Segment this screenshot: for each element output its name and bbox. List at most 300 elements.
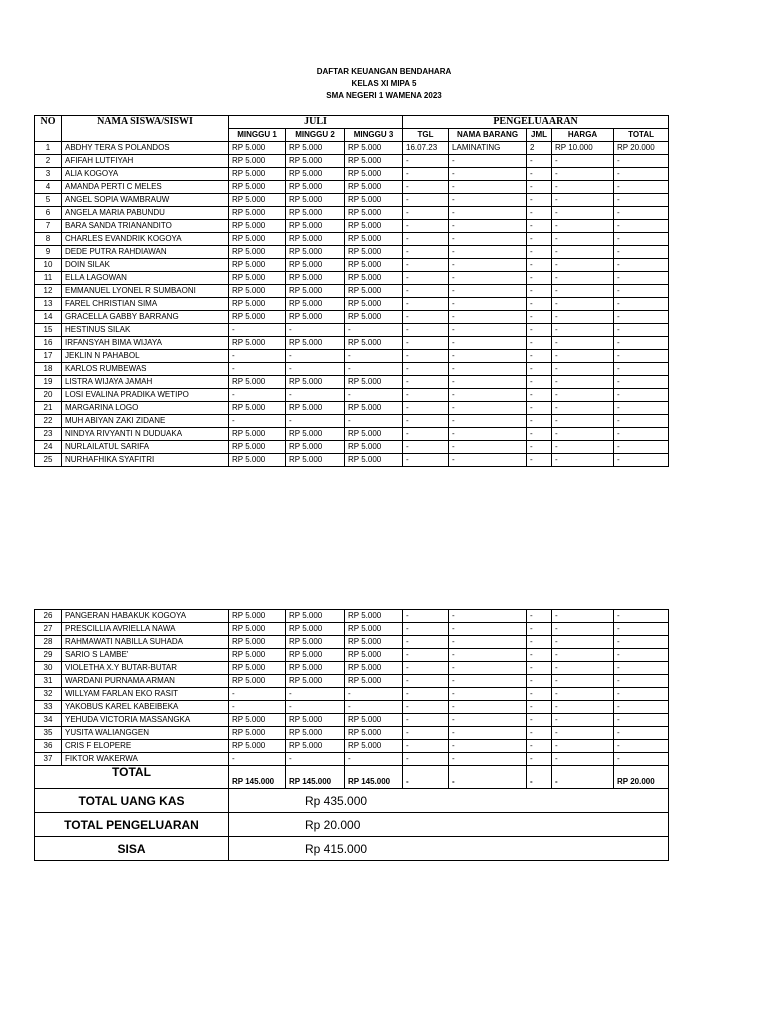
cell-harga: - [552,155,614,168]
total-minggu-1: RP 145.000 [229,766,286,789]
cell-no: 34 [35,714,62,727]
cell-nama-barang: - [449,246,527,259]
cell-nama-barang: - [449,207,527,220]
cell-minggu-3: RP 5.000 [345,337,403,350]
cell-tgl: - [403,714,449,727]
cell-jml: - [527,363,552,376]
cell-jml: - [527,207,552,220]
cell-jml: - [527,428,552,441]
cell-jml: - [527,181,552,194]
cell-minggu-1: RP 5.000 [229,337,286,350]
cell-nama: CRIS F ELOPERE [62,740,229,753]
cell-nama-barang: - [449,389,527,402]
cell-minggu-1: RP 5.000 [229,298,286,311]
cell-nama: SARIO S LAMBE' [62,649,229,662]
cell-minggu-2: RP 5.000 [286,402,345,415]
cell-nama-barang: LAMINATING [449,142,527,155]
cell-tgl: - [403,181,449,194]
summary-label: TOTAL PENGELUARAN [35,813,229,837]
cell-nama-barang: - [449,233,527,246]
cell-no: 9 [35,246,62,259]
cell-minggu-3: RP 5.000 [345,454,403,467]
cell-harga: - [552,181,614,194]
cell-jml: - [527,168,552,181]
cell-minggu-2: RP 5.000 [286,285,345,298]
cell-minggu-2: RP 5.000 [286,623,345,636]
cell-total: - [614,298,669,311]
cell-minggu-1: RP 5.000 [229,376,286,389]
table-row [35,285,669,298]
table-row [35,688,669,701]
cell-minggu-3: - [345,688,403,701]
cell-no: 35 [35,727,62,740]
cell-nama-barang: - [449,441,527,454]
title-line-1: DAFTAR KEUANGAN BENDAHARA [316,67,452,76]
cell-nama: WARDANI PURNAMA ARMAN [62,675,229,688]
table-row [35,714,669,727]
table-row [35,233,669,246]
cell-jml: - [527,688,552,701]
cell-jml: - [527,701,552,714]
cell-minggu-2: - [286,389,345,402]
cell-minggu-3: RP 5.000 [345,402,403,415]
cell-harga: - [552,207,614,220]
cell-minggu-3: RP 5.000 [345,649,403,662]
cell-harga: - [552,753,614,766]
cell-tgl: - [403,727,449,740]
cell-minggu-2: RP 5.000 [286,259,345,272]
header-jml: JML [527,129,552,142]
cell-harga: - [552,441,614,454]
table-row [35,701,669,714]
cell-minggu-2: RP 5.000 [286,181,345,194]
cell-jml: - [527,220,552,233]
cell-nama: ANGELA MARIA PABUNDU [62,207,229,220]
cell-minggu-3: RP 5.000 [345,311,403,324]
table-row [35,454,669,467]
cell-minggu-1: RP 5.000 [229,662,286,675]
cell-minggu-1: - [229,688,286,701]
cell-no: 8 [35,233,62,246]
cell-tgl: - [403,454,449,467]
cell-nama-barang: - [449,350,527,363]
cell-minggu-2: RP 5.000 [286,220,345,233]
cell-nama-barang: - [449,415,527,428]
cell-nama: JEKLIN N PAHABOL [62,350,229,363]
cell-jml: - [527,415,552,428]
cell-tgl: - [403,220,449,233]
document-title [0,66,768,102]
cell-minggu-1: RP 5.000 [229,714,286,727]
cell-total: - [614,402,669,415]
title-line-3: SMA NEGERI 1 WAMENA 2023 [326,91,442,100]
cell-total: - [614,753,669,766]
cell-minggu-2: RP 5.000 [286,454,345,467]
cell-minggu-1: - [229,753,286,766]
cell-tgl: - [403,168,449,181]
header-nama-barang: NAMA BARANG [449,129,527,142]
table-row [35,753,669,766]
table-row [35,337,669,350]
cell-no: 18 [35,363,62,376]
cell-minggu-2: RP 5.000 [286,675,345,688]
cell-tgl: - [403,662,449,675]
cell-no: 10 [35,259,62,272]
total-label: TOTAL [35,766,229,789]
cell-minggu-1: RP 5.000 [229,727,286,740]
cell-jml: - [527,753,552,766]
cell-nama: NURHAFHIKA SYAFITRI [62,454,229,467]
cell-minggu-3: RP 5.000 [345,727,403,740]
cell-nama-barang: - [449,701,527,714]
cell-minggu-3: RP 5.000 [345,246,403,259]
cell-no: 17 [35,350,62,363]
cell-minggu-2: - [286,324,345,337]
cell-nama: DEDE PUTRA RAHDIAWAN [62,246,229,259]
cell-nama: NINDYA RIVYANTI N DUDUAKA [62,428,229,441]
cell-minggu-1: - [229,324,286,337]
cell-no: 1 [35,142,62,155]
cell-minggu-2: RP 5.000 [286,376,345,389]
cell-total: - [614,623,669,636]
cell-harga: - [552,337,614,350]
cell-minggu-3: - [345,350,403,363]
cell-total: - [614,220,669,233]
cell-jml: - [527,727,552,740]
table-row [35,389,669,402]
cell-minggu-2: RP 5.000 [286,194,345,207]
cell-jml: - [527,350,552,363]
cell-nama-barang: - [449,181,527,194]
cell-nama: AFIFAH LUTFIYAH [62,155,229,168]
total-jml: - [527,766,552,789]
cell-total: - [614,428,669,441]
cell-nama: PRESCILLIA AVRIELLA NAWA [62,623,229,636]
cell-total: - [614,454,669,467]
cell-minggu-1: RP 5.000 [229,740,286,753]
cell-jml: - [527,402,552,415]
cell-tgl: - [403,155,449,168]
cell-jml: - [527,662,552,675]
total-minggu-2: RP 145.000 [286,766,345,789]
cell-no: 21 [35,402,62,415]
cell-no: 3 [35,168,62,181]
cell-nama: CHARLES EVANDRIK KOGOYA [62,233,229,246]
cell-jml: 2 [527,142,552,155]
cell-tgl: - [403,233,449,246]
cell-jml: - [527,610,552,623]
cell-minggu-1: RP 5.000 [229,441,286,454]
cell-nama-barang: - [449,168,527,181]
cell-tgl: - [403,415,449,428]
cell-minggu-2: - [286,701,345,714]
cell-nama-barang: - [449,714,527,727]
cell-minggu-3: RP 5.000 [345,714,403,727]
cell-jml: - [527,636,552,649]
cell-harga: - [552,311,614,324]
total-nama-barang: - [449,766,527,789]
cell-minggu-3: RP 5.000 [345,428,403,441]
cell-tgl: - [403,285,449,298]
cell-minggu-2: RP 5.000 [286,428,345,441]
table-row [35,142,669,155]
cell-minggu-3: - [345,701,403,714]
cell-minggu-1: RP 5.000 [229,155,286,168]
cell-tgl: - [403,701,449,714]
table-row [35,311,669,324]
cell-minggu-2: RP 5.000 [286,636,345,649]
cell-tgl: - [403,259,449,272]
cell-nama-barang: - [449,155,527,168]
cell-tgl: 16.07.23 [403,142,449,155]
summary-value: Rp 415.000 [229,837,669,861]
cell-no: 6 [35,207,62,220]
cell-minggu-3: RP 5.000 [345,233,403,246]
cell-minggu-3: RP 5.000 [345,272,403,285]
table-row [35,675,669,688]
cell-minggu-2: RP 5.000 [286,233,345,246]
cell-minggu-1: RP 5.000 [229,194,286,207]
cell-total: - [614,610,669,623]
cell-minggu-2: RP 5.000 [286,662,345,675]
cell-harga: - [552,688,614,701]
cell-total: - [614,285,669,298]
cell-minggu-3: RP 5.000 [345,298,403,311]
table-row [35,324,669,337]
cell-nama-barang: - [449,428,527,441]
table-row [35,428,669,441]
cell-harga: - [552,220,614,233]
cell-tgl: - [403,649,449,662]
cell-minggu-2: RP 5.000 [286,610,345,623]
cell-minggu-3: - [345,324,403,337]
cell-harga: - [552,194,614,207]
total-pengeluaran: RP 20.000 [614,766,669,789]
cell-no: 27 [35,623,62,636]
cell-harga: - [552,272,614,285]
cell-minggu-2: - [286,363,345,376]
cell-no: 25 [35,454,62,467]
cell-minggu-2: RP 5.000 [286,740,345,753]
summary-label: SISA [35,837,229,861]
cell-total: - [614,636,669,649]
cell-total: - [614,415,669,428]
cell-minggu-2: RP 5.000 [286,207,345,220]
cell-minggu-3: - [345,363,403,376]
cell-no: 5 [35,194,62,207]
cell-no: 36 [35,740,62,753]
cell-tgl: - [403,337,449,350]
cell-no: 16 [35,337,62,350]
header-harga: HARGA [552,129,614,142]
cell-no: 19 [35,376,62,389]
table-row [35,194,669,207]
cell-harga: - [552,675,614,688]
summary-row-sisa [35,837,669,861]
cell-jml: - [527,454,552,467]
cell-minggu-3: RP 5.000 [345,207,403,220]
cell-no: 23 [35,428,62,441]
cell-nama-barang: - [449,662,527,675]
cell-harga: - [552,259,614,272]
cell-minggu-2: RP 5.000 [286,298,345,311]
cell-jml: - [527,246,552,259]
cell-tgl: - [403,363,449,376]
cell-total: - [614,363,669,376]
cell-minggu-3: RP 5.000 [345,675,403,688]
summary-row-uang-kas [35,789,669,813]
table-row [35,363,669,376]
cell-nama: NURLAILATUL SARIFA [62,441,229,454]
cell-jml: - [527,714,552,727]
cell-nama: ELLA LAGOWAN [62,272,229,285]
cell-total: - [614,441,669,454]
total-tgl: - [403,766,449,789]
cell-tgl: - [403,376,449,389]
cell-nama-barang: - [449,337,527,350]
cell-tgl: - [403,740,449,753]
cell-no: 14 [35,311,62,324]
cell-tgl: - [403,428,449,441]
table-row [35,272,669,285]
cell-no: 22 [35,415,62,428]
header-juli: JULI [229,116,403,129]
cell-nama-barang: - [449,623,527,636]
cell-total: - [614,350,669,363]
cell-nama: MUH ABIYAN ZAKI ZIDANE [62,415,229,428]
cell-tgl: - [403,688,449,701]
cell-minggu-1: - [229,415,286,428]
cell-harga: RP 10.000 [552,142,614,155]
cell-nama: DOIN SILAK [62,259,229,272]
cell-jml: - [527,194,552,207]
cell-nama-barang: - [449,324,527,337]
cell-tgl: - [403,389,449,402]
cell-harga: - [552,363,614,376]
cell-no: 12 [35,285,62,298]
header-total: TOTAL [614,129,669,142]
cell-nama: ABDHY TERA S POLANDOS [62,142,229,155]
cell-tgl: - [403,753,449,766]
cell-nama: YEHUDA VICTORIA MASSANGKA [62,714,229,727]
cell-jml: - [527,441,552,454]
cell-total: - [614,675,669,688]
cell-minggu-2: RP 5.000 [286,649,345,662]
table-row [35,662,669,675]
cell-harga: - [552,376,614,389]
cell-minggu-1: - [229,350,286,363]
cell-harga: - [552,350,614,363]
cell-total: - [614,311,669,324]
summary-label: TOTAL UANG KAS [35,789,229,813]
finance-table-part-1 [34,115,669,467]
cell-tgl: - [403,298,449,311]
cell-no: 33 [35,701,62,714]
table-row [35,727,669,740]
cell-nama: ANGEL SOPIA WAMBRAUW [62,194,229,207]
cell-nama: AMANDA PERTI C MELES [62,181,229,194]
cell-no: 30 [35,662,62,675]
table-row [35,649,669,662]
cell-harga: - [552,727,614,740]
cell-tgl: - [403,272,449,285]
cell-nama-barang: - [449,298,527,311]
cell-harga: - [552,324,614,337]
cell-no: 29 [35,649,62,662]
table-row [35,168,669,181]
cell-minggu-2: - [286,415,345,428]
cell-total: - [614,194,669,207]
cell-minggu-1: RP 5.000 [229,259,286,272]
cell-harga: - [552,454,614,467]
cell-harga: - [552,402,614,415]
table-row [35,610,669,623]
cell-nama: WILLYAM FARLAN EKO RASIT [62,688,229,701]
cell-tgl: - [403,311,449,324]
cell-no: 31 [35,675,62,688]
cell-jml: - [527,649,552,662]
cell-nama: LOSI EVALINA PRADIKA WETIPO [62,389,229,402]
cell-minggu-1: RP 5.000 [229,649,286,662]
cell-minggu-2: RP 5.000 [286,155,345,168]
cell-total: - [614,688,669,701]
cell-nama: GRACELLA GABBY BARRANG [62,311,229,324]
cell-nama-barang: - [449,272,527,285]
table-row [35,376,669,389]
cell-minggu-3: RP 5.000 [345,220,403,233]
header-pengeluaran: PENGELUAARAN [403,116,669,129]
cell-tgl: - [403,675,449,688]
cell-harga: - [552,649,614,662]
cell-total: - [614,649,669,662]
cell-jml: - [527,337,552,350]
cell-total: RP 20.000 [614,142,669,155]
cell-minggu-1: RP 5.000 [229,454,286,467]
cell-minggu-3: RP 5.000 [345,740,403,753]
cell-minggu-3: - [345,415,403,428]
cell-minggu-1: RP 5.000 [229,233,286,246]
header-tgl: TGL [403,129,449,142]
table-row [35,207,669,220]
cell-nama: KARLOS RUMBEWAS [62,363,229,376]
cell-total: - [614,168,669,181]
cell-minggu-2: RP 5.000 [286,246,345,259]
header-nama: NAMA SISWA/SISWI [62,116,229,142]
cell-total: - [614,337,669,350]
table-row [35,181,669,194]
cell-jml: - [527,155,552,168]
cell-tgl: - [403,623,449,636]
cell-total: - [614,376,669,389]
table-row [35,259,669,272]
cell-minggu-1: - [229,701,286,714]
cell-minggu-2: - [286,753,345,766]
cell-nama-barang: - [449,610,527,623]
cell-nama: LISTRA WIJAYA JAMAH [62,376,229,389]
cell-minggu-1: RP 5.000 [229,402,286,415]
cell-jml: - [527,298,552,311]
cell-harga: - [552,623,614,636]
cell-total: - [614,155,669,168]
cell-no: 7 [35,220,62,233]
cell-total: - [614,662,669,675]
cell-nama-barang: - [449,220,527,233]
header-minggu-3: MINGGU 3 [345,129,403,142]
cell-total: - [614,181,669,194]
cell-no: 26 [35,610,62,623]
cell-nama: BARA SANDA TRIANANDITO [62,220,229,233]
cell-no: 4 [35,181,62,194]
